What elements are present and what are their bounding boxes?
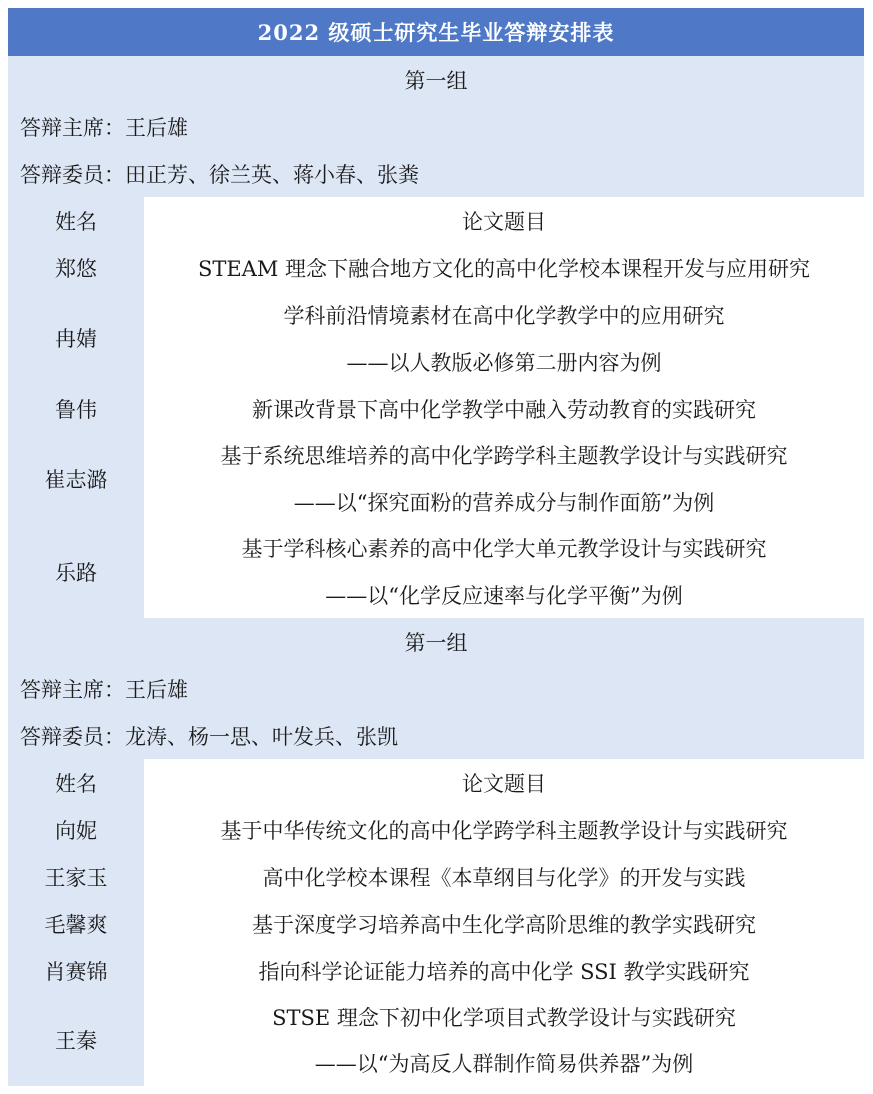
group-2-header-name: 姓名 xyxy=(55,771,97,796)
thesis-subtitle-line: ——以“探究面粉的营养成分与制作面筋”为例 xyxy=(293,490,715,515)
student-name: 崔志潞 xyxy=(44,467,108,492)
thesis-subtitle-line: ——以“为高反人群制作简易供养器”为例 xyxy=(314,1052,694,1076)
group-1-header xyxy=(8,56,864,197)
group-1-name: 第一组 xyxy=(404,68,468,93)
student-name: 王秦 xyxy=(55,1029,97,1053)
thesis-title: STEAM 理念下融合地方文化的高中化学校本课程开发与应用研究 xyxy=(197,256,811,281)
thesis-title-line: 基于学科核心素养的高中化学大单元教学设计与实践研究 xyxy=(241,537,767,562)
student-name: 郑悠 xyxy=(55,256,97,281)
group-2-header-topic: 论文题目 xyxy=(462,771,546,796)
thesis-title xyxy=(144,432,864,525)
student-name: 王家玉 xyxy=(44,865,108,890)
group-2-name: 第一组 xyxy=(404,630,468,655)
group-2-members: 答辩委员：龙涛、杨一思、叶发兵、张凯 xyxy=(20,724,398,749)
table-title: 2022 级硕士研究生毕业答辩安排表 xyxy=(8,8,864,56)
thesis-title xyxy=(144,291,864,385)
group-1-members: 答辩委员：田正芳、徐兰英、蒋小春、张粪 xyxy=(20,162,419,187)
student-name: 毛馨爽 xyxy=(44,912,108,937)
thesis-subtitle-line: ——以“化学反应速率与化学平衡”为例 xyxy=(325,583,683,608)
thesis-title-line: 基于系统思维培养的高中化学跨学科主题教学设计与实践研究 xyxy=(220,444,788,469)
thesis-title xyxy=(144,994,864,1086)
group-1-header-name: 姓名 xyxy=(55,209,97,234)
thesis-title: 高中化学校本课程《本草纲目与化学》的开发与实践 xyxy=(262,865,746,890)
student-name: 肖赛锦 xyxy=(44,959,108,984)
group-1-header-topic: 论文题目 xyxy=(462,209,546,234)
group-2-chair: 答辩主席：王后雄 xyxy=(20,677,188,702)
group-1-chair: 答辩主席：王后雄 xyxy=(20,115,188,140)
thesis-title-line: 学科前沿情境素材在高中化学教学中的应用研究 xyxy=(283,303,725,328)
thesis-title: 基于中华传统文化的高中化学跨学科主题教学设计与实践研究 xyxy=(220,818,788,843)
student-name: 乐路 xyxy=(55,560,97,585)
student-name: 冉婧 xyxy=(55,327,97,351)
thesis-title xyxy=(144,525,864,618)
thesis-title: 新课改背景下高中化学教学中融入劳动教育的实践研究 xyxy=(252,397,756,422)
thesis-title: 基于深度学习培养高中生化学高阶思维的教学实践研究 xyxy=(252,912,756,937)
student-name: 鲁伟 xyxy=(55,397,97,422)
thesis-subtitle-line: ——以人教版必修第二册内容为例 xyxy=(346,350,662,375)
group-2-header xyxy=(8,618,864,759)
student-name: 向妮 xyxy=(55,818,97,843)
thesis-title: 指向科学论证能力培养的高中化学 SSI 教学实践研究 xyxy=(258,959,750,984)
thesis-title-line: STSE 理念下初中化学项目式教学设计与实践研究 xyxy=(272,1006,736,1030)
